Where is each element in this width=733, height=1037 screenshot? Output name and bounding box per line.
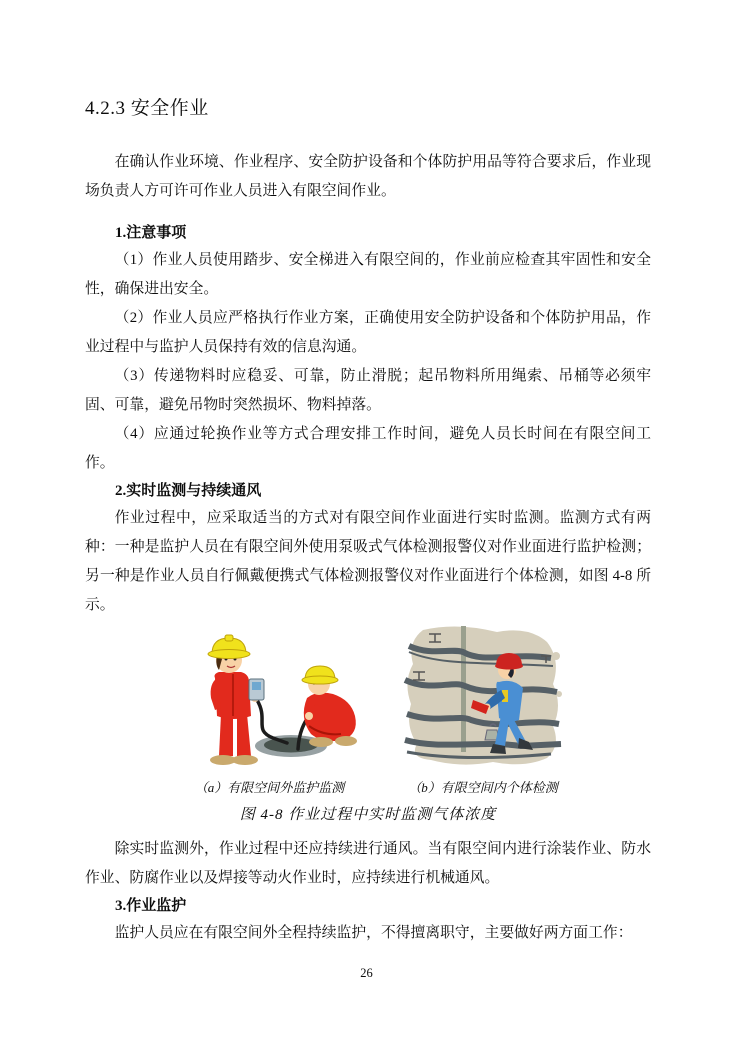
illustration-personal-detection [401, 622, 566, 770]
figure-4-8 [85, 622, 651, 825]
gas-detector-icon [249, 679, 264, 700]
figure-title: 图 4-8 作业过程中实时监测气体浓度 [239, 807, 497, 823]
figure-illustrations-row [85, 622, 651, 770]
figure-caption-b: （b）有限空间内个体检测 [408, 780, 558, 795]
paragraph-ventilation: 除实时监测外，作业过程中还应持续进行通风。当有限空间内进行涂装作业、防水作业、防腐作业以及焊接等动火作业时，应持续进行机械通风。 [85, 841, 651, 886]
document-body [85, 97, 651, 948]
list-item-2: （2）作业人员应严格执行作业方案，正确使用安全防护设备和个体防护用品，作业过程中与监护人员保持有效的信息沟通。 [85, 310, 651, 355]
paragraph-intro: 在确认作业环境、作业程序、安全防护设备和个体防护用品等符合要求后，作业现场负责人方可许可作业人员进入有限空间作业。 [85, 154, 651, 199]
list-item-4: （4）应通过轮换作业等方式合理安排工作时间，避免人员长时间在有限空间工作。 [85, 426, 651, 471]
paragraph-supervision: 监护人员应在有限空间外全程持续监护，不得擅离职守，主要做好两方面工作： [114, 925, 633, 941]
list-item-3: （3）传递物料时应稳妥、可靠，防止滑脱；起吊物料所用绳索、吊桶等必须牢固、可靠，避免吊物时突然损坏、物料掉落。 [85, 368, 651, 413]
paragraph-monitoring: 作业过程中，应采取适当的方式对有限空间作业面进行实时监测。监测方式有两种：一种是监护人员在有限空间外使用泵吸式气体检测报警仪对作业面进行监护检测；另一种是作业人员自行佩戴便携式气体检测报警仪对作业面进行个体检测，如图 4-8 所示。 [85, 510, 651, 613]
safety-helmet-icon [208, 635, 250, 659]
page-number: 26 [360, 966, 373, 980]
section-heading: 4.2.3 安全作业 [85, 98, 209, 119]
subsection-title-supervision: 3.作业监护 [115, 898, 187, 914]
figure-captions-row [85, 779, 651, 796]
subsection-title-precautions: 1.注意事项 [115, 225, 187, 241]
safety-helmet-icon [302, 666, 338, 684]
subsection-title-monitoring: 2.实时监测与持续通风 [115, 483, 262, 499]
figure-caption-a: （a）有限空间外监护监测 [194, 780, 345, 795]
crouching-worker-icon [302, 666, 357, 747]
illustration-external-monitoring [171, 622, 369, 770]
list-item-1: （1）作业人员使用踏步、安全梯进入有限空间的，作业前应检查其牢固性和安全性，确保进出安全。 [85, 252, 651, 297]
